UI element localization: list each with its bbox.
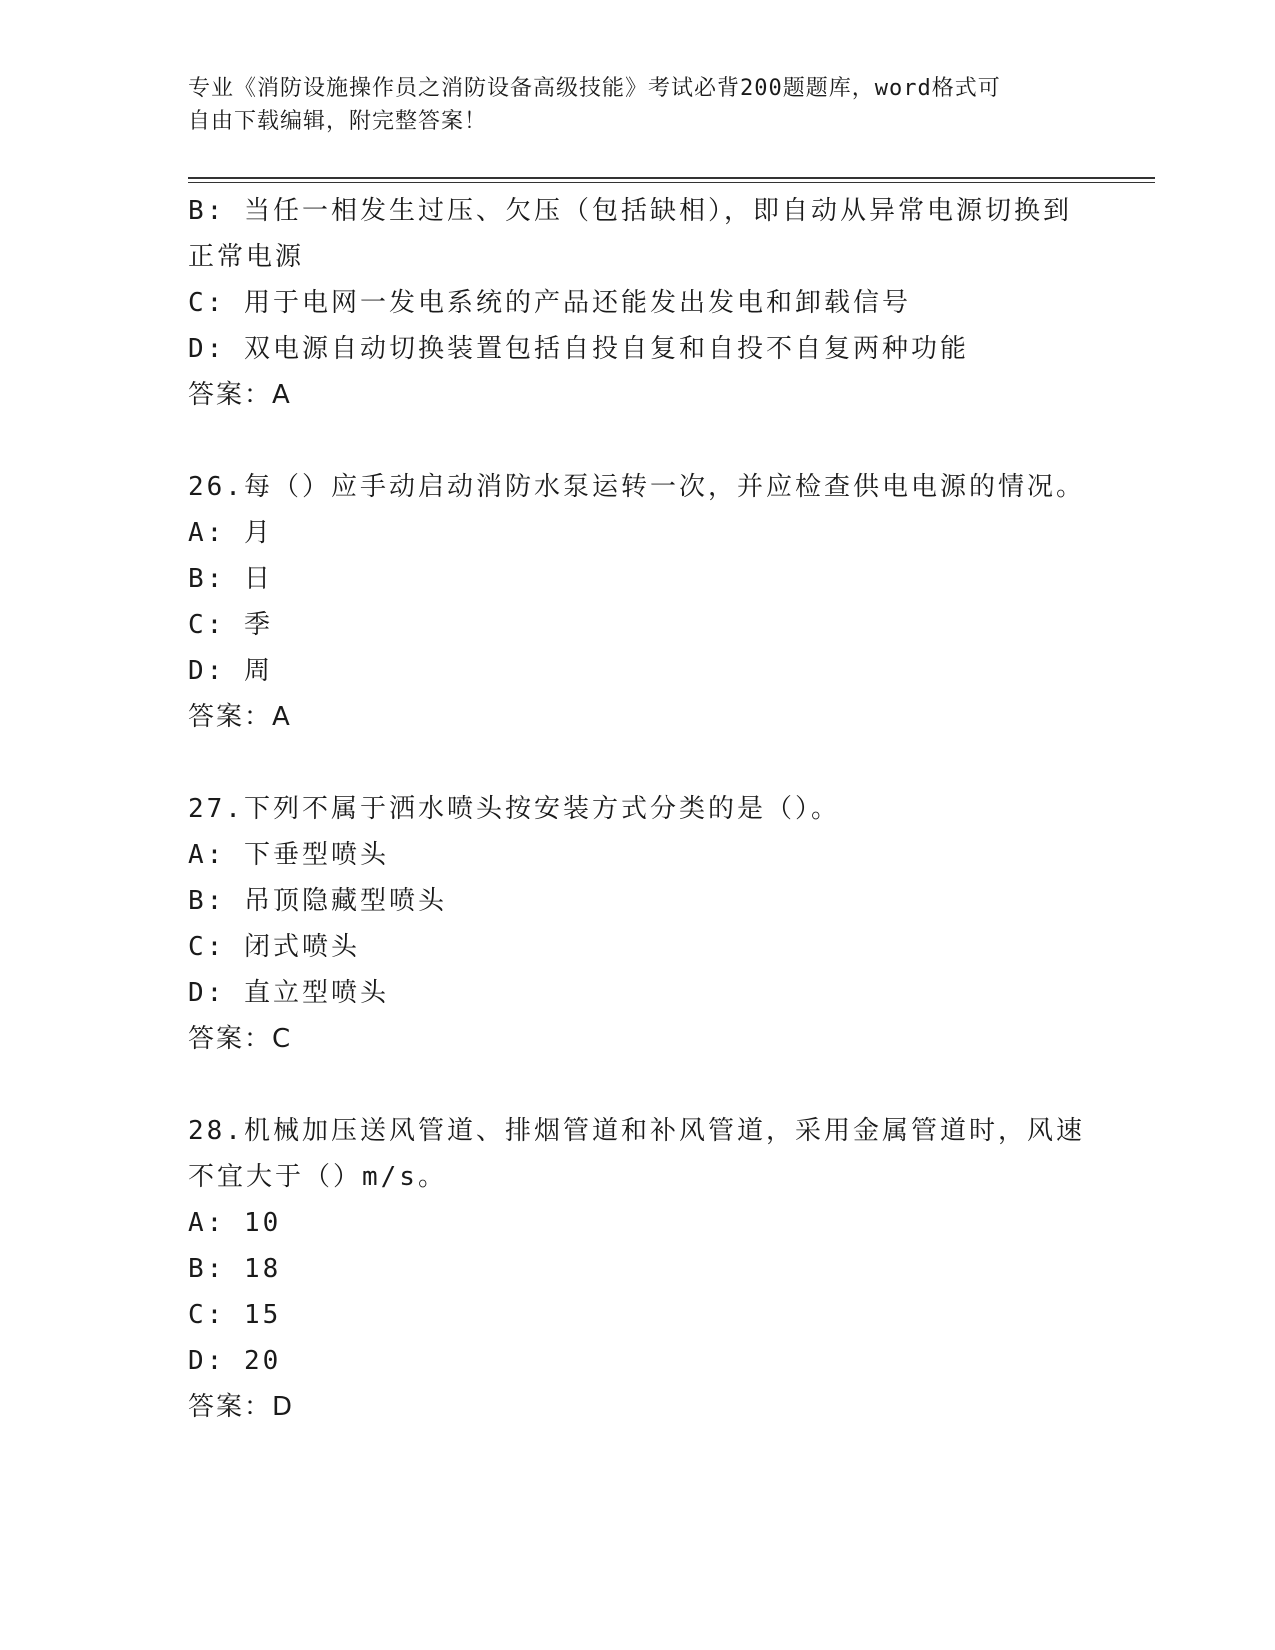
spacer <box>188 418 1088 464</box>
option-a: A: 10 <box>188 1208 282 1238</box>
option-a: A: 月 <box>188 518 273 548</box>
header-divider <box>188 177 1155 179</box>
document-header <box>188 72 1068 138</box>
answer-line: 答案：D <box>188 1392 295 1422</box>
option-a: A: 下垂型喷头 <box>188 840 389 870</box>
option-b-continued: 正常电源 <box>188 242 305 272</box>
question-block-25 <box>188 188 1088 418</box>
option-b: B: 当任一相发生过压、欠压（包括缺相），即自动从异常电源切换到 <box>188 196 1072 226</box>
option-b: B: 吊顶隐藏型喷头 <box>188 886 447 916</box>
option-b: B: 18 <box>188 1254 282 1284</box>
question-list <box>188 188 1088 1430</box>
spacer <box>188 740 1088 786</box>
answer-line: 答案：A <box>188 702 292 732</box>
question-stem-continued: 不宜大于（）m/s。 <box>188 1162 447 1192</box>
header-divider-thin <box>188 182 1155 183</box>
option-c: C: 闭式喷头 <box>188 932 360 962</box>
question-stem: 27.下列不属于洒水喷头按安装方式分类的是（）。 <box>188 794 840 824</box>
answer-line: 答案：C <box>188 1024 293 1054</box>
question-block-27 <box>188 786 1088 1062</box>
question-stem: 28.机械加压送风管道、排烟管道和补风管道，采用金属管道时，风速 <box>188 1116 1085 1146</box>
question-block-26 <box>188 464 1088 740</box>
option-c: C: 用于电网一发电系统的产品还能发出发电和卸载信号 <box>188 288 911 318</box>
option-d: D: 直立型喷头 <box>188 978 389 1008</box>
question-stem: 26.每（）应手动启动消防水泵运转一次，并应检查供电电源的情况。 <box>188 472 1085 502</box>
option-c: C: 季 <box>188 610 273 640</box>
option-d: D: 20 <box>188 1346 282 1376</box>
option-d: D: 双电源自动切换装置包括自投自复和自投不自复两种功能 <box>188 334 969 364</box>
answer-line: 答案：A <box>188 380 292 410</box>
option-b: B: 日 <box>188 564 273 594</box>
header-title-line-2: 自由下载编辑，附完整答案！ <box>188 109 488 134</box>
spacer <box>188 1062 1088 1108</box>
header-title-line-1: 专业《消防设施操作员之消防设备高级技能》考试必背200题题库，word格式可 <box>188 76 1001 101</box>
question-block-28 <box>188 1108 1088 1430</box>
option-d: D: 周 <box>188 656 273 686</box>
option-c: C: 15 <box>188 1300 282 1330</box>
